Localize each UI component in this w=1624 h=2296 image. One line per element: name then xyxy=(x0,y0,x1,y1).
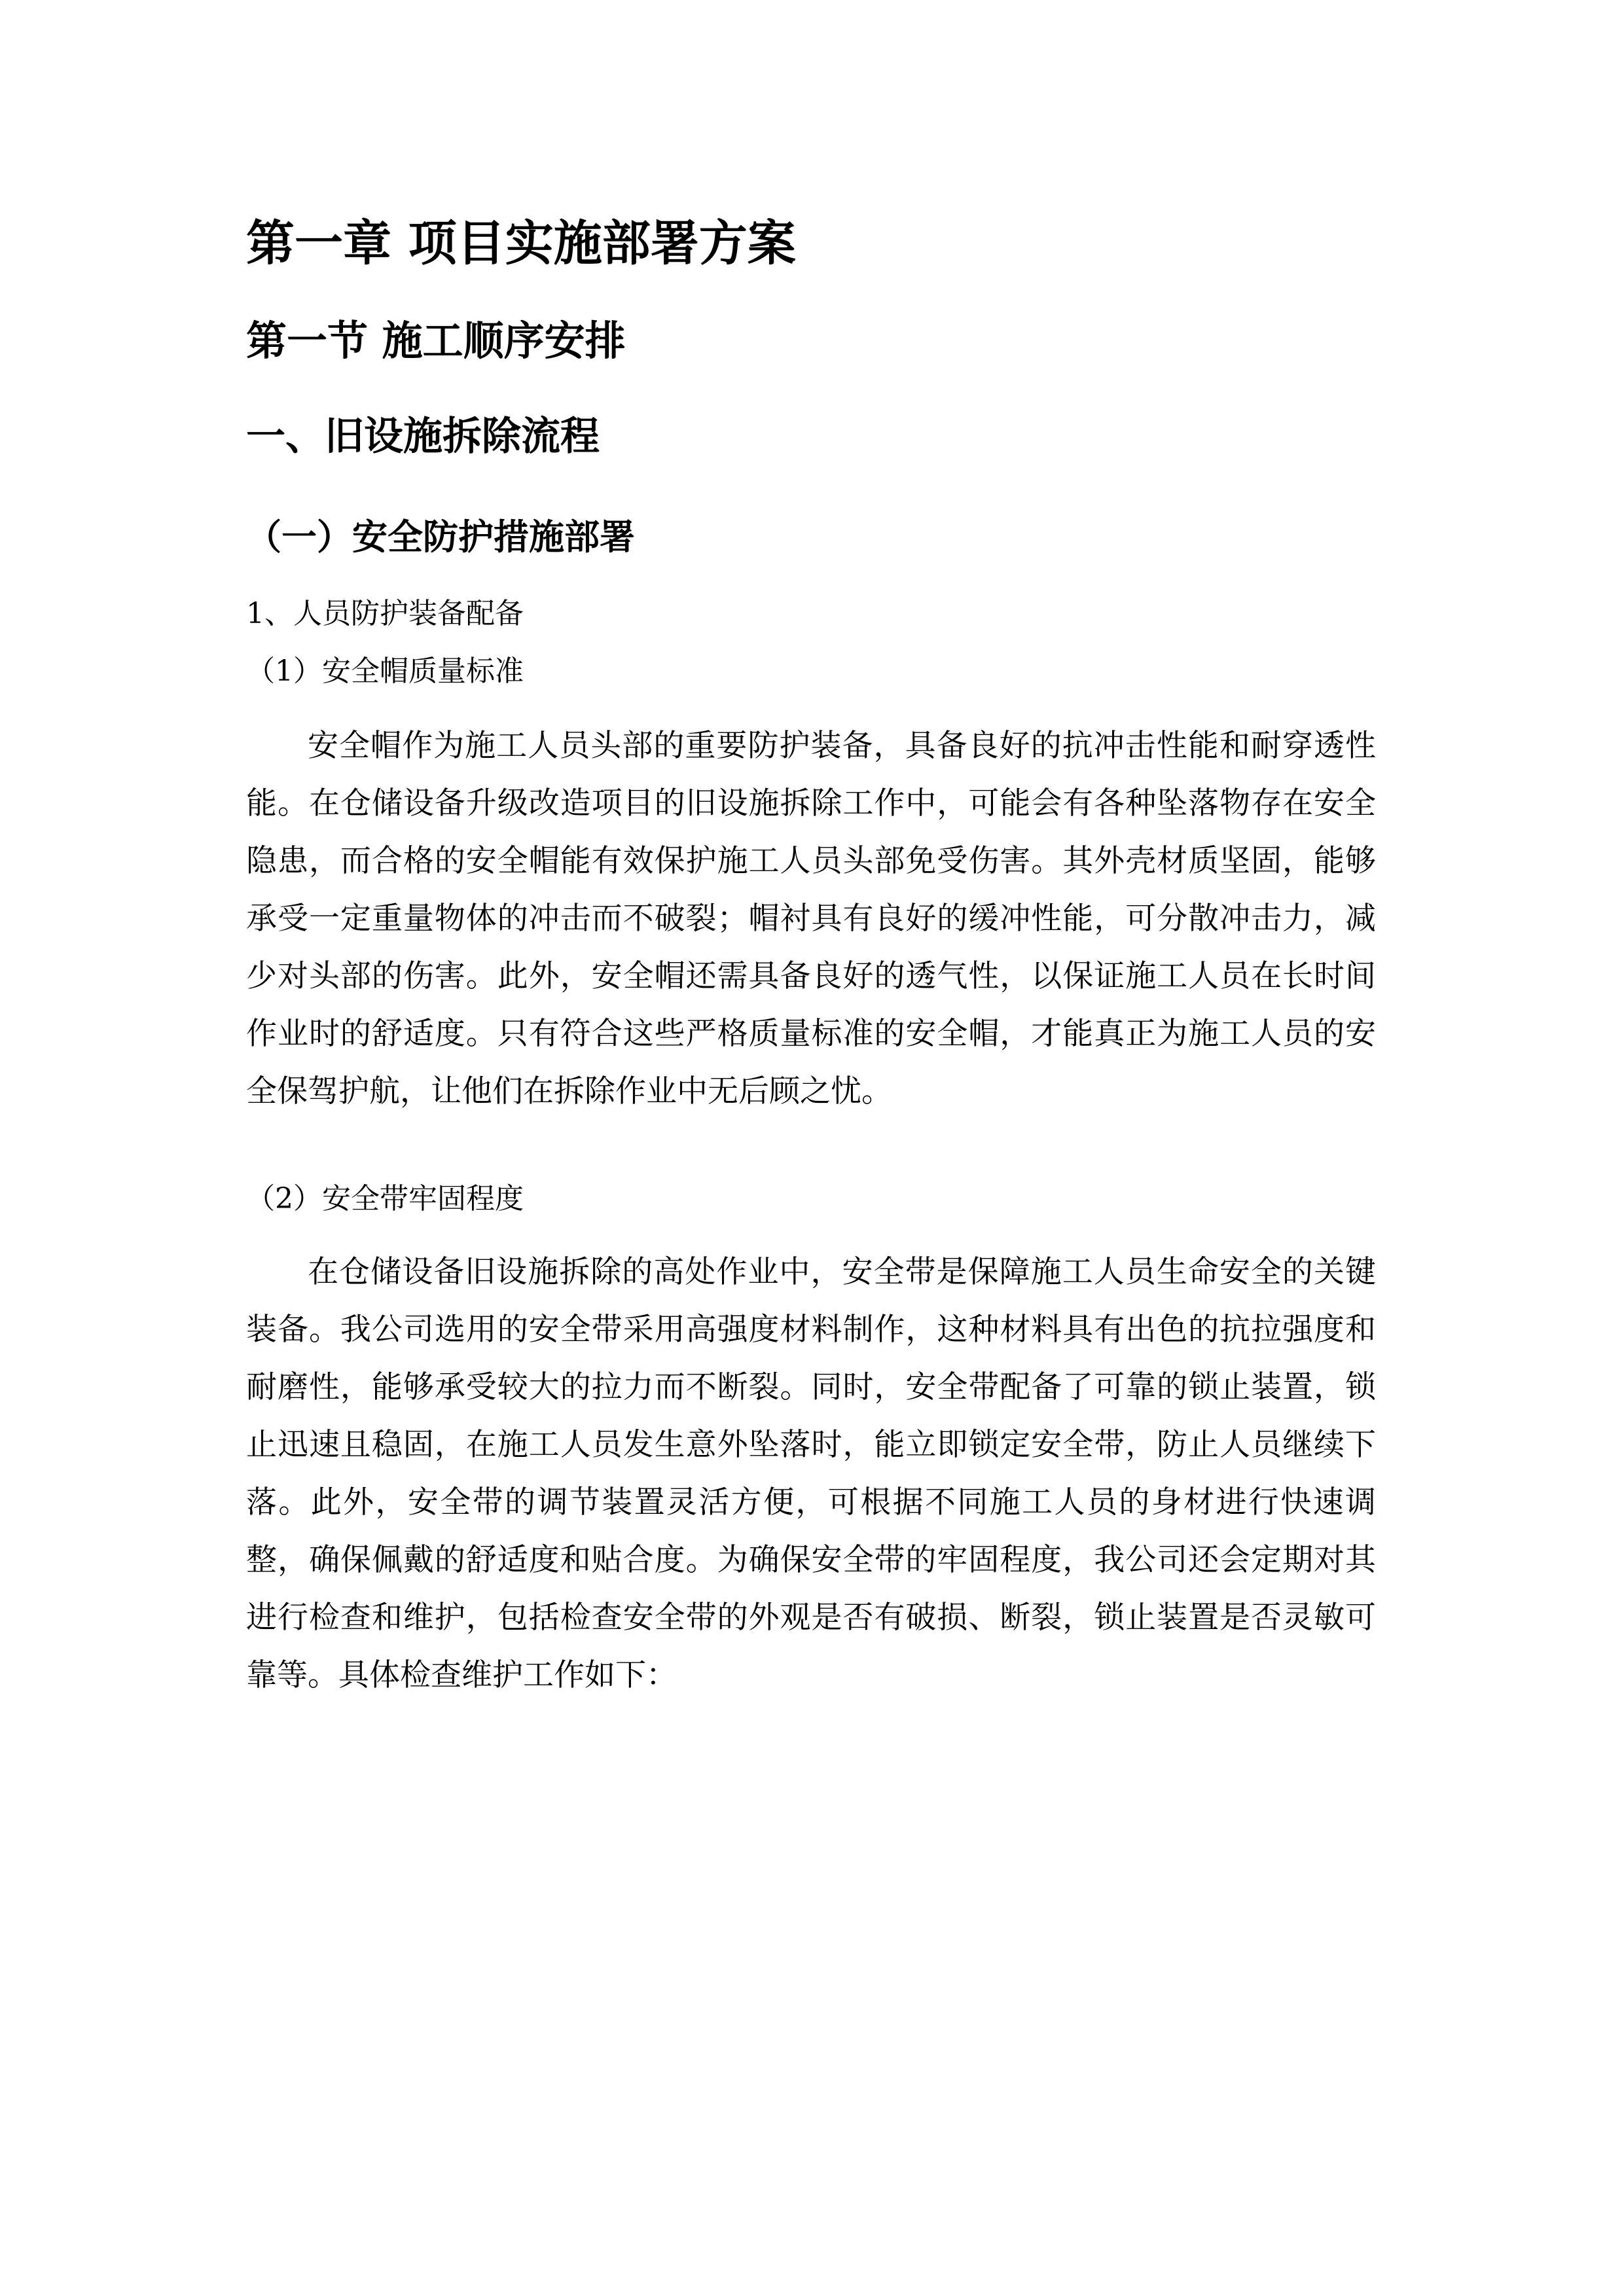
item-1-title: 1、人员防护装备配备 xyxy=(246,597,524,630)
sub-subsection-title: （一）安全防护措施部署 xyxy=(246,516,635,558)
chapter-title: 第一章 项目实施部署方案 xyxy=(246,215,796,272)
paragraph-helmet-standard: 安全帽作为施工人员头部的重要防护装备，具备良好的抗冲击性能和耐穿透性能。在仓储设备升级改造项目的旧设施拆除工作中，可能会有各种坠落物存在安全隐患，而合格的安全帽能有效保护施工人员头部免受伤害。其外壳材质坚固，能够承受一定重量物体的冲击而不破裂；帽衬具有良好的缓冲性能，可分散冲击力，减少对头部的伤害。此外，安全帽还需具备良好的透气性，以保证施工人员在长时间作业时的舒适度。只有符合这些严格质量标准的安全帽，才能真正为施工人员的安全保驾护航，让他们在拆除作业中无后顾之忧。 xyxy=(246,728,1376,1109)
paragraph-safety-belt: 在仓储设备旧设施拆除的高处作业中，安全带是保障施工人员生命安全的关键装备。我公司选用的安全带采用高强度材料制作，这种材料具有出色的抗拉强度和耐磨性，能够承受较大的拉力而不断裂。同时，安全带配备了可靠的锁止装置，锁止迅速且稳固，在施工人员发生意外坠落时，能立即锁定安全带，防止人员继续下落。此外，安全带的调节装置灵活方便，可根据不同施工人员的身材进行快速调整，确保佩戴的舒适度和贴合度。为确保安全带的牢固程度，我公司还会定期对其进行检查和维护，包括检查安全带的外观是否有破损、断裂，锁止装置是否灵敏可靠等。具体检查维护工作如下： xyxy=(246,1254,1376,1693)
item-1-2-title: （2）安全带牢固程度 xyxy=(246,1182,524,1215)
section-title: 第一节 施工顺序安排 xyxy=(246,317,626,365)
subsection-title: 一、旧设施拆除流程 xyxy=(246,414,600,459)
item-1-1-title: （1）安全帽质量标准 xyxy=(246,655,524,688)
